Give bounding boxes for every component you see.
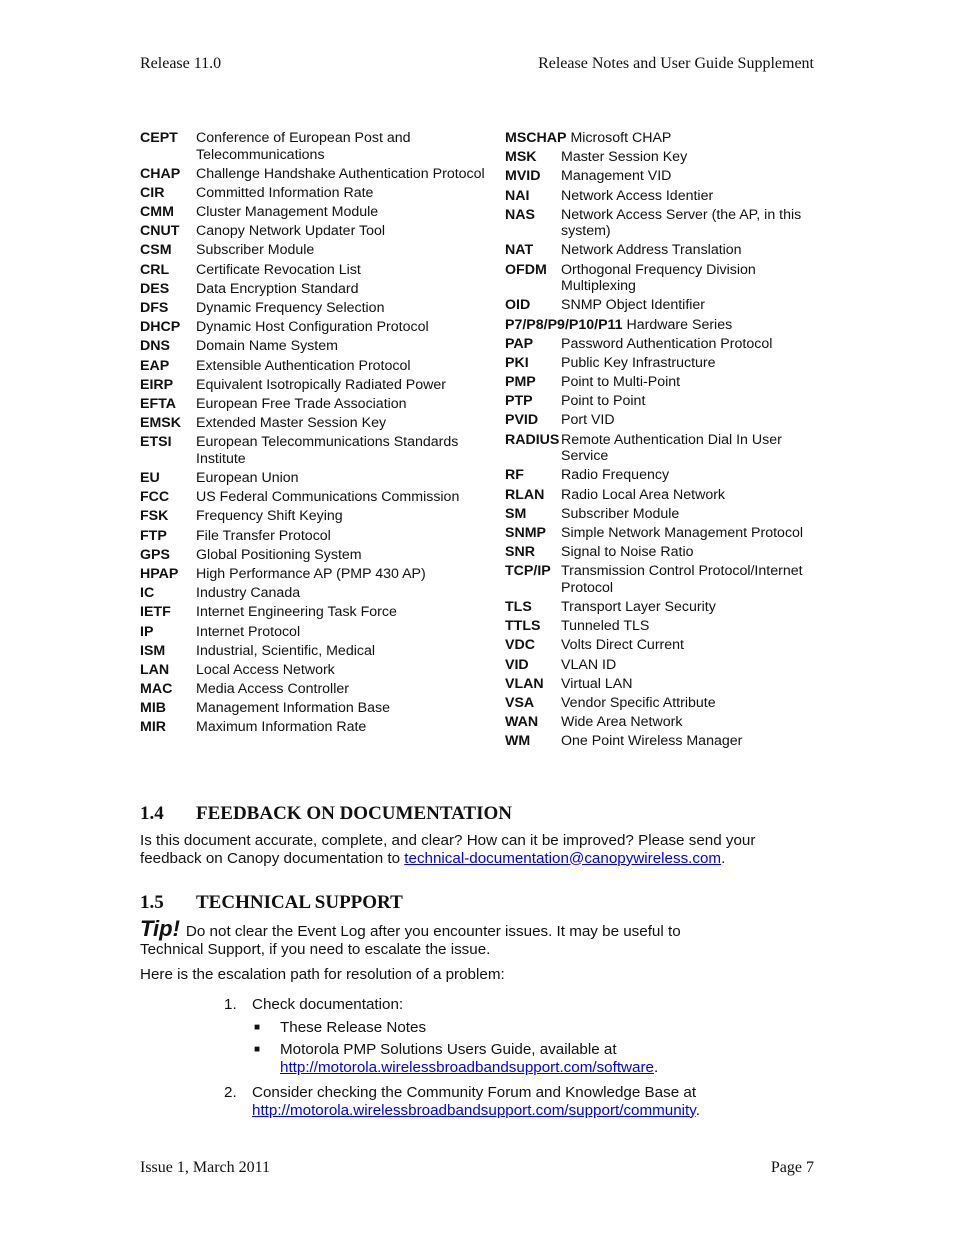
acronym-definition: Signal to Noise Ratio: [561, 544, 694, 561]
acronym-term: FCC: [140, 489, 170, 506]
acronym-term: RADIUS: [505, 431, 560, 448]
acronym-row: [505, 168, 815, 185]
acronym-row: [140, 662, 485, 679]
link-period: .: [653, 1058, 659, 1076]
acronym-term: NAS: [505, 206, 535, 223]
section-title: FEEDBACK ON DOCUMENTATION: [196, 803, 512, 824]
acronym-row: [505, 336, 815, 353]
acronym-definition: Master Session Key: [561, 149, 688, 166]
acronym-term: HPAP: [140, 565, 179, 582]
acronym-term: RLAN: [505, 486, 545, 503]
acronym-row: [140, 338, 485, 355]
acronym-definition: Industrial, Scientific, Medical: [196, 642, 375, 659]
acronym-term: GPS: [140, 546, 170, 563]
acronym-row: [505, 676, 815, 693]
acronym-definition: Challenge Handshake Authentication Protocol: [196, 165, 485, 182]
acronym-row: [140, 470, 485, 487]
acronym-definition: Volts Direct Current: [561, 637, 684, 654]
acronym-row: [505, 317, 815, 334]
acronym-term: P7/P8/P9/P10/P11: [505, 316, 623, 333]
acronym-term: TCP/IP: [505, 563, 551, 580]
acronym-definition: Domain Name System: [196, 338, 338, 355]
acronym-row: [140, 643, 485, 660]
acronym-row: [505, 374, 815, 391]
list-item: [252, 1019, 824, 1037]
acronym-term: PMP: [505, 374, 536, 391]
acronym-term: SNR: [505, 544, 535, 561]
acronym-definition: Cluster Management Module: [196, 204, 379, 221]
acronym-term: CIR: [140, 184, 165, 201]
acronym-row: [505, 412, 815, 429]
acronym-row: [140, 377, 485, 394]
tip-text: Do not clear the Event Log after you encounter issues. It may be useful to Technical Support, if you need to escalate the issue.: [140, 923, 681, 958]
acronym-row: [140, 396, 485, 413]
feedback-heading: [140, 803, 820, 825]
acronym-row: [505, 207, 815, 240]
acronym-term: EFTA: [140, 395, 176, 412]
acronym-term: VID: [505, 656, 529, 673]
acronym-definition: Extended Master Session Key: [196, 415, 387, 432]
support-section: [140, 892, 820, 984]
header-doc-title: Release Notes and User Guide Supplement: [538, 55, 814, 72]
header-release: Release 11.0: [140, 55, 222, 72]
acronym-row: [505, 618, 815, 635]
acronym-term: OID: [505, 297, 531, 314]
acronym-row: [140, 604, 485, 621]
acronym-term: CRL: [140, 261, 170, 278]
acronym-term: ETSI: [140, 434, 172, 451]
footer-page-number: Page 7: [770, 1159, 814, 1176]
feedback-email-link[interactable]: technical-documentation@canopywireless.com: [404, 849, 722, 867]
community-link[interactable]: http://motorola.wirelessbroadbandsupport.com/support/community: [252, 1101, 696, 1119]
acronym-term: MSK: [505, 149, 537, 166]
acronym-term: PTP: [505, 393, 533, 410]
acronym-term: IP: [140, 623, 154, 640]
acronym-row: [505, 487, 815, 504]
acronym-term: ISM: [140, 642, 166, 659]
list-text: Check documentation:: [252, 996, 404, 1013]
acronym-term: CHAP: [140, 165, 181, 182]
acronym-definition: European Telecommunications Standards Institute: [196, 434, 459, 467]
acronym-term: DFS: [140, 300, 169, 316]
acronym-definition: Maximum Information Rate: [196, 719, 367, 736]
square-bullet-icon: ■: [254, 1044, 261, 1055]
acronym-row: [505, 506, 815, 523]
acronym-definition: Port VID: [561, 412, 615, 429]
acronym-row: [505, 432, 815, 465]
acronym-row: [140, 130, 485, 163]
acronym-row: [140, 281, 485, 298]
acronym-row: [140, 681, 485, 698]
acronym-term: CEPT: [140, 130, 178, 146]
acronym-definition: VLAN ID: [561, 656, 617, 673]
acronym-list-left: [140, 130, 485, 739]
section-number: 1.5: [140, 892, 164, 913]
acronym-term: DNS: [140, 338, 170, 355]
acronym-definition: Certificate Revocation List: [196, 261, 361, 278]
acronym-term: CNUT: [140, 223, 180, 240]
list-number: 1.: [224, 996, 237, 1013]
acronym-row: [505, 563, 815, 596]
link-period: .: [695, 1101, 700, 1119]
acronym-row: [140, 319, 485, 336]
acronym-term: SNMP: [505, 524, 546, 541]
acronym-definition: Network Access Identier: [561, 187, 714, 204]
acronym-definition: Data Encryption Standard: [196, 280, 359, 297]
acronym-term: VSA: [505, 694, 535, 711]
acronym-definition: Network Address Translation: [561, 242, 742, 259]
feedback-text: Is this document accurate, complete, and clear? How can it be improved? Please send your feedback on Canopy documentation to: [140, 832, 756, 867]
acronym-term: MIR: [140, 719, 167, 736]
acronym-row: [140, 700, 485, 717]
acronym-row: [505, 149, 815, 166]
acronym-term: PKI: [505, 354, 529, 371]
acronym-term: EU: [140, 470, 160, 486]
acronym-term: PVID: [505, 412, 539, 429]
acronym-term: MVID: [505, 168, 541, 185]
acronym-row: [505, 544, 815, 561]
acronym-list-right: [505, 130, 815, 752]
acronym-term: LAN: [140, 661, 170, 678]
acronym-definition: Radio Local Area Network: [561, 486, 726, 503]
acronym-term: MSCHAP: [505, 130, 567, 146]
acronym-definition: Media Access Controller: [196, 681, 349, 698]
acronym-definition: Network Access Server (the AP, in this system): [561, 206, 802, 240]
acronym-row: [140, 262, 485, 279]
acronym-term: FTP: [140, 527, 167, 544]
acronym-definition: Subscriber Module: [196, 242, 315, 259]
acronym-definition: US Federal Communications Commission: [196, 489, 460, 506]
acronym-definition: Industry Canada: [196, 585, 301, 602]
acronym-definition: Frequency Shift Keying: [196, 508, 343, 525]
acronym-definition: European Free Trade Association: [196, 395, 407, 412]
acronym-term: DES: [140, 280, 170, 297]
list-item: [224, 996, 824, 1014]
acronym-row: [140, 434, 485, 467]
acronym-definition: Virtual LAN: [561, 675, 633, 692]
acronym-definition: Internet Protocol: [196, 623, 301, 640]
acronym-definition: Tunneled TLS: [561, 618, 650, 635]
acronym-term: EIRP: [140, 376, 174, 393]
acronym-row: [140, 204, 485, 221]
acronym-term: NAI: [505, 187, 530, 204]
acronym-row: [140, 566, 485, 583]
acronym-term: IETF: [140, 604, 171, 621]
acronym-definition: File Transfer Protocol: [196, 527, 331, 544]
acronym-row: [505, 242, 815, 259]
acronym-term: VLAN: [505, 675, 544, 692]
acronym-term: NAT: [505, 242, 534, 259]
acronym-definition: Local Access Network: [196, 661, 335, 678]
software-link[interactable]: http://motorola.wirelessbroadbandsupport.com/software: [280, 1058, 654, 1076]
acronym-definition: Point to Multi-Point: [561, 374, 681, 391]
acronym-row: [140, 358, 485, 375]
acronym-row: [505, 467, 815, 484]
acronym-definition: Wide Area Network: [561, 714, 683, 731]
acronym-definition: Extensible Authentication Protocol: [196, 357, 411, 374]
acronym-row: [505, 297, 815, 314]
acronym-row: [140, 489, 485, 506]
bullet-text: Motorola PMP Solutions Users Guide, available at: [280, 1041, 617, 1058]
acronym-definition: Conference of European Post and Telecommunications: [196, 130, 411, 163]
acronym-term: TTLS: [505, 618, 541, 635]
acronym-definition: Microsoft CHAP: [570, 130, 672, 146]
acronym-term: VDC: [505, 637, 535, 654]
acronym-row: [140, 547, 485, 564]
acronym-row: [505, 262, 815, 295]
acronym-term: CMM: [140, 204, 174, 221]
section-title: TECHNICAL SUPPORT: [196, 892, 403, 913]
tip-label: Tip!: [140, 916, 180, 941]
acronym-definition: Simple Network Management Protocol: [561, 524, 804, 541]
acronym-term: SM: [505, 505, 527, 522]
acronym-definition: Transmission Control Protocol/Internet Protocol: [561, 563, 803, 596]
acronym-row: [505, 695, 815, 712]
acronym-term: MIB: [140, 700, 167, 717]
acronym-term: FSK: [140, 508, 169, 525]
feedback-period: .: [721, 849, 726, 867]
list-item: [252, 1041, 824, 1076]
acronym-term: TLS: [505, 598, 532, 615]
acronym-definition: Remote Authentication Dial In User Service: [561, 431, 782, 465]
acronym-definition: European Union: [196, 470, 299, 486]
acronym-row: [140, 166, 485, 183]
acronym-definition: Canopy Network Updater Tool: [196, 223, 386, 240]
support-heading: [140, 892, 820, 914]
acronym-term: RF: [505, 467, 524, 484]
acronym-term: MAC: [140, 681, 173, 698]
acronym-definition: Dynamic Host Configuration Protocol: [196, 319, 429, 336]
acronym-row: [140, 585, 485, 602]
acronym-definition: Management VID: [561, 168, 672, 185]
acronym-term: CSM: [140, 242, 172, 259]
acronym-row: [140, 508, 485, 525]
acronym-definition: Internet Engineering Task Force: [196, 604, 397, 621]
acronym-row: [505, 188, 815, 205]
footer-issue: Issue 1, March 2011: [140, 1159, 271, 1176]
acronym-row: [140, 223, 485, 240]
escalation-list: [224, 996, 824, 1119]
acronym-row: [140, 528, 485, 545]
acronym-row: [505, 599, 815, 616]
acronym-definition: Point to Point: [561, 393, 646, 410]
acronym-definition: Password Authentication Protocol: [561, 335, 773, 352]
acronym-row: [140, 719, 485, 736]
list-text: Consider checking the Community Forum and Knowledge Base at: [252, 1084, 697, 1101]
square-bullet-icon: ■: [254, 1021, 261, 1033]
acronym-row: [140, 624, 485, 641]
acronym-definition: Committed Information Rate: [196, 184, 374, 201]
acronym-term: WAN: [505, 714, 539, 731]
acronym-term: PAP: [505, 335, 534, 352]
acronym-term: IC: [140, 585, 155, 602]
acronym-term: EAP: [140, 357, 170, 374]
acronym-definition: High Performance AP (PMP 430 AP): [196, 565, 426, 582]
acronym-row: [140, 415, 485, 432]
escalation-intro: Here is the escalation path for resolution of a problem:: [140, 966, 505, 983]
feedback-section: [140, 803, 820, 867]
tip-paragraph: [140, 916, 710, 958]
section-number: 1.4: [140, 803, 164, 824]
acronym-row: [505, 355, 815, 372]
acronym-definition: Transport Layer Security: [561, 598, 716, 615]
acronym-row: [140, 185, 485, 202]
acronym-term: OFDM: [505, 261, 547, 278]
acronym-row: [505, 130, 815, 147]
acronym-row: [505, 733, 815, 750]
acronym-definition: Public Key Infrastructure: [561, 354, 716, 371]
acronym-definition: Subscriber Module: [561, 505, 680, 522]
acronym-definition: Radio Frequency: [561, 467, 670, 484]
acronym-row: [505, 525, 815, 542]
acronym-term: EMSK: [140, 415, 181, 432]
acronym-row: [505, 657, 815, 674]
acronym-definition: Management Information Base: [196, 700, 391, 717]
acronym-definition: SNMP Object Identifier: [561, 297, 706, 314]
acronym-definition: Orthogonal Frequency Division Multiplexing: [561, 261, 756, 295]
acronym-definition: Global Positioning System: [196, 546, 362, 563]
acronym-definition: Hardware Series: [626, 316, 733, 333]
acronym-row: [505, 393, 815, 410]
bullet-text: These Release Notes: [280, 1018, 427, 1036]
acronym-row: [140, 300, 485, 317]
acronym-definition: Equivalent Isotropically Radiated Power: [196, 376, 446, 393]
acronym-term: DHCP: [140, 319, 181, 336]
acronym-row: [140, 242, 485, 259]
acronym-row: [505, 637, 815, 654]
acronym-definition: One Point Wireless Manager: [561, 733, 743, 750]
list-item: [224, 1084, 824, 1119]
feedback-paragraph: [140, 832, 820, 867]
acronym-row: [505, 714, 815, 731]
acronym-definition: Vendor Specific Attribute: [561, 694, 716, 711]
list-number: 2.: [224, 1084, 237, 1101]
acronym-term: WM: [505, 733, 531, 750]
acronym-definition: Dynamic Frequency Selection: [196, 300, 385, 316]
